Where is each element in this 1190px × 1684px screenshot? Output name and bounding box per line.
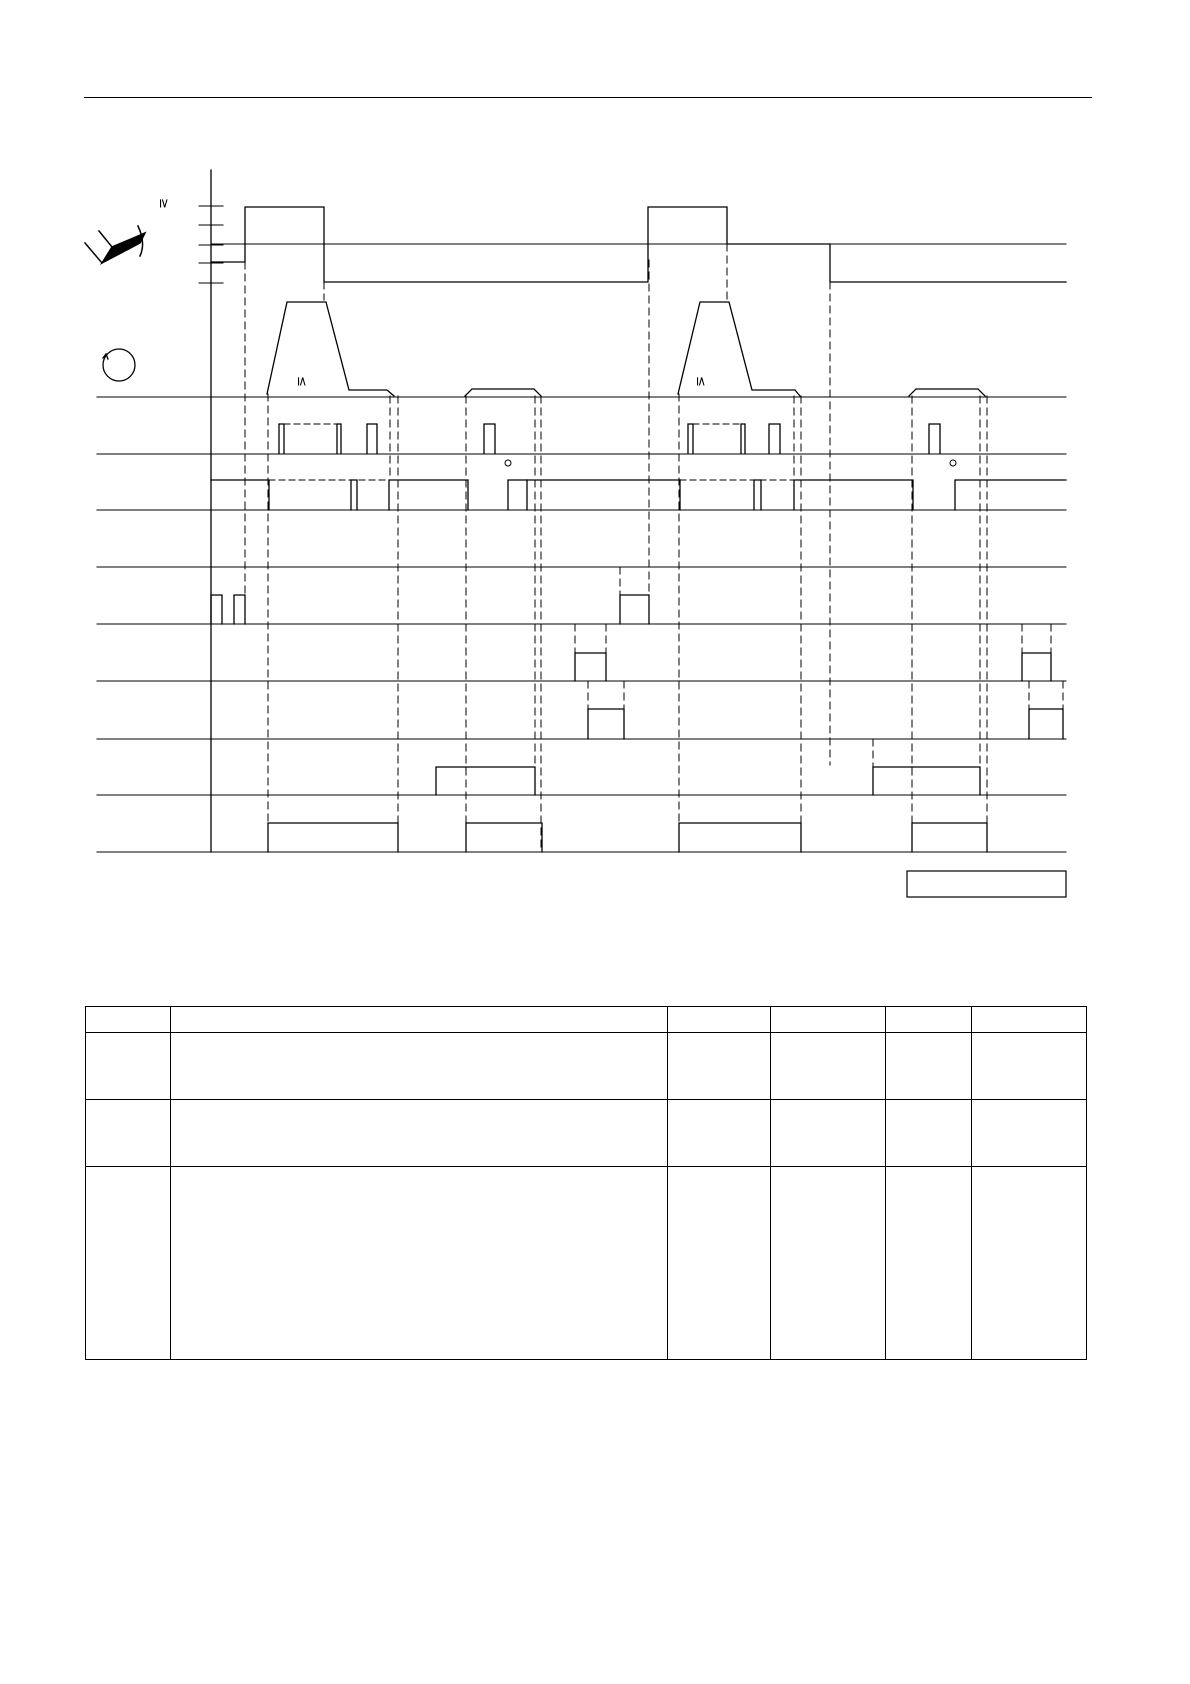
table-cell bbox=[771, 1100, 886, 1167]
table-header-cell bbox=[886, 1007, 972, 1033]
le-symbol-2: ≤ bbox=[693, 376, 708, 387]
table-row bbox=[86, 1100, 1087, 1167]
table-cell bbox=[972, 1033, 1087, 1100]
hand-press-icon bbox=[85, 226, 145, 263]
ring-marker-2 bbox=[950, 460, 956, 466]
step-row-b bbox=[211, 480, 1066, 510]
table-header-cell bbox=[171, 1007, 668, 1033]
table-cell bbox=[886, 1167, 972, 1360]
table-header-cell bbox=[771, 1007, 886, 1033]
table-header-cell bbox=[972, 1007, 1087, 1033]
table-cell bbox=[86, 1033, 171, 1100]
legend-box bbox=[907, 871, 1066, 897]
table-row bbox=[86, 1167, 1087, 1360]
row-separators bbox=[97, 397, 1066, 852]
le-symbol-1: ≤ bbox=[294, 376, 309, 387]
table-cell bbox=[668, 1033, 771, 1100]
table-cell bbox=[886, 1033, 972, 1100]
pulse-row-f bbox=[436, 767, 980, 795]
table-cell bbox=[171, 1033, 668, 1100]
table-cell bbox=[668, 1167, 771, 1360]
table-row bbox=[86, 1033, 1087, 1100]
ge-symbol: ≥ bbox=[156, 198, 171, 209]
spec-table bbox=[85, 1006, 1087, 1360]
table-header-cell bbox=[668, 1007, 771, 1033]
table-cell bbox=[771, 1033, 886, 1100]
pulse-row-c bbox=[211, 595, 649, 624]
table-cell bbox=[886, 1100, 972, 1167]
guide-lines bbox=[245, 244, 1063, 852]
circle-arrow-icon bbox=[103, 349, 135, 381]
table-cell bbox=[771, 1167, 886, 1360]
table-cell bbox=[972, 1100, 1087, 1167]
ring-marker-1 bbox=[505, 460, 511, 466]
table-cell bbox=[86, 1100, 171, 1167]
speed-profile-4 bbox=[909, 389, 985, 396]
speed-profile bbox=[267, 302, 394, 396]
pulse-row-e bbox=[588, 709, 1063, 739]
table-header-row bbox=[86, 1007, 1087, 1033]
table-cell bbox=[86, 1167, 171, 1360]
table-cell bbox=[668, 1100, 771, 1167]
table-cell bbox=[972, 1167, 1087, 1360]
pulse-row-a bbox=[279, 424, 940, 453]
speed-profile-2 bbox=[465, 389, 541, 396]
table-cell bbox=[171, 1100, 668, 1167]
table-header-cell bbox=[86, 1007, 171, 1033]
table-cell bbox=[171, 1167, 668, 1360]
pulse-row-g bbox=[268, 823, 987, 852]
